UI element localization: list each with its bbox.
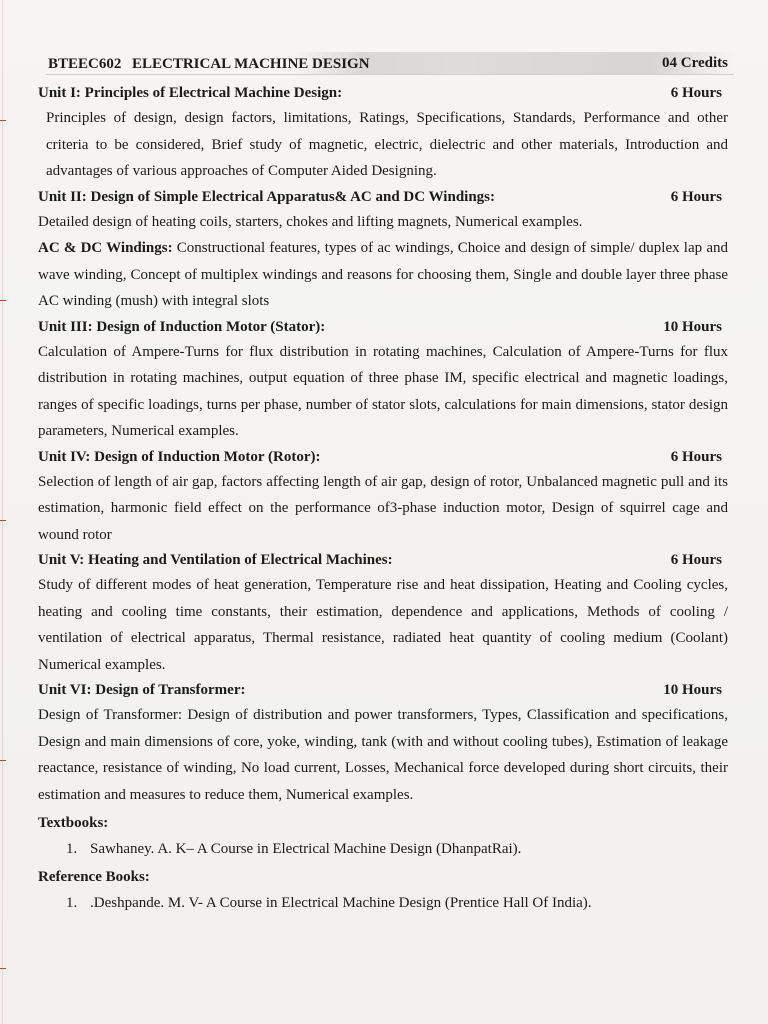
unit-title: Unit II: Design of Simple Electrical Apparatus& AC and DC Windings:	[38, 188, 496, 205]
unit-section	[38, 185, 728, 315]
margin-line	[2, 0, 3, 1024]
unit-description: Selection of length of air gap, factors affecting length of air gap, design of rotor, Unbalanced magnetic pull and its estimation, harmonic field effect on the performance of3-phase induction motor, Design of squirrel cage and wound rotor	[38, 473, 728, 543]
unit-heading	[38, 81, 728, 105]
unit-description: Study of different modes of heat generation, Temperature rise and heat dissipation, Heating and Cooling cycles, heating and cooling time constants, their estimation, dependence and applications, Methods of cooling / ventilation of electrical apparatus, Thermal resistance, radiated heat quantity of cooling medium (Coolant) Numerical examples.	[38, 577, 728, 673]
references-heading: Reference Books:	[38, 869, 150, 885]
course-title: ELECTRICAL MACHINE DESIGN	[132, 56, 370, 72]
margin-tick	[0, 520, 6, 521]
course-credits: 04 Credits	[662, 55, 728, 71]
subsection-paragraph	[38, 235, 728, 315]
textbook-text: Sawhaney. A. K– A Course in Electrical Machine Design (DhanpatRai).	[90, 841, 522, 857]
unit-hours: 6 Hours	[670, 188, 722, 205]
unit-title: Unit IV: Design of Induction Motor (Rotor):	[38, 448, 321, 465]
unit-heading	[38, 678, 728, 702]
unit-heading	[38, 315, 728, 339]
unit-description: Detailed design of heating coils, starters, chokes and lifting magnets, Numerical examples.	[38, 213, 583, 230]
unit-title: Unit V: Heating and Ventilation of Electrical Machines:	[38, 552, 393, 568]
unit-heading	[38, 185, 728, 209]
unit-hours: 10 Hours	[663, 318, 722, 335]
unit-section	[38, 678, 728, 808]
subsection-label: AC & DC Windings:	[38, 240, 173, 256]
unit-section	[38, 445, 728, 549]
textbooks-section	[38, 810, 728, 862]
unit-hours: 10 Hours	[663, 682, 722, 698]
references-section	[38, 864, 728, 916]
unit-title: Unit VI: Design of Transformer:	[38, 682, 246, 698]
textbook-item	[38, 836, 728, 862]
unit-heading	[38, 445, 728, 469]
reference-item	[38, 890, 728, 916]
unit-section	[38, 548, 728, 678]
unit-description: Principles of design, design factors, limitations, Ratings, Specifications, Standards, Performance and other criteria to be considered, Brief study of magnetic, electric, dielectric and other materials, Introduction and advantages of various approaches of Computer Aided Designing.	[46, 110, 728, 179]
unit-hours: 6 Hours	[670, 552, 722, 568]
unit-hours: 6 Hours	[670, 448, 722, 465]
course-header	[46, 52, 734, 75]
unit-section	[38, 81, 728, 185]
unit-description: Calculation of Ampere-Turns for flux distribution in rotating machines, Calculation of Ampere-Turns for flux distribution in rotating machines, output equation of three phase IM, specific electrical and magnetic loadings, ranges of specific loadings, turns per phase, number of stator slots, calculations for main dimensions, stator design parameters, Numerical examples.	[38, 343, 728, 439]
unit-heading	[38, 548, 728, 572]
unit-hours: 6 Hours	[670, 85, 722, 101]
subsection-text: Constructional features, types of ac windings, Choice and design of simple/ duplex lap and wave winding, Concept of multiplex windings and reasons for choosing them, Single and double layer three phase AC winding (mush) with integral slots	[38, 240, 728, 309]
margin-tick	[0, 968, 6, 969]
reference-number: 1.	[66, 895, 78, 911]
unit-title: Unit I: Principles of Electrical Machine Design:	[38, 85, 343, 101]
textbooks-heading: Textbooks:	[38, 815, 109, 831]
course-code: BTEEC602	[48, 56, 122, 72]
reference-text: .Deshpande. M. V- A Course in Electrical Machine Design (Prentice Hall Of India).	[90, 895, 592, 911]
syllabus-content	[38, 52, 728, 916]
unit-title: Unit III: Design of Induction Motor (Stator):	[38, 318, 326, 335]
unit-section	[38, 315, 728, 445]
unit-description: Design of Transformer: Design of distribution and power transformers, Types, Classification and specifications, Design and main dimensions of core, yoke, winding, tank (with and without cooling tubes), Estimation of leakage reactance, resistance of winding, No load current, Losses, Mechanical force developed during short circuits, their estimation and measures to reduce them, Numerical examples.	[38, 707, 728, 803]
margin-tick	[0, 300, 6, 301]
textbook-number: 1.	[66, 841, 78, 857]
margin-tick	[0, 760, 6, 761]
margin-tick	[0, 120, 6, 121]
